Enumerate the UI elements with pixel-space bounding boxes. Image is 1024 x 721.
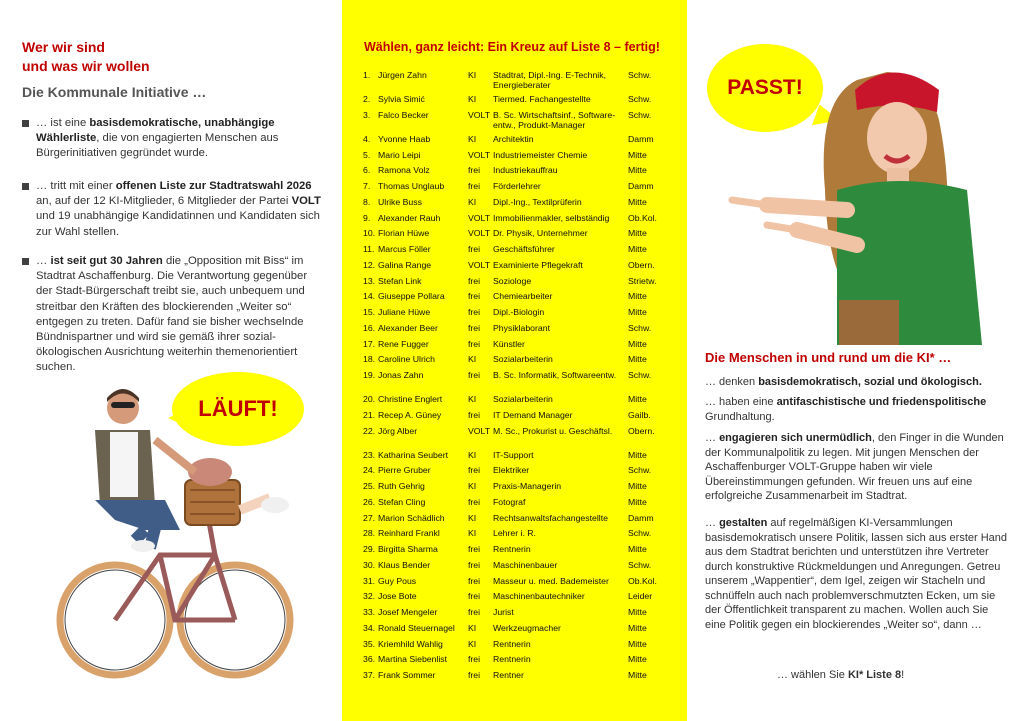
candidate-job: Sozialarbeiterin bbox=[493, 354, 553, 365]
candidate-group: frei bbox=[468, 338, 481, 349]
candidate-number: 7. bbox=[363, 181, 371, 191]
bullet-1: … ist eine basisdemokratische, unabhängige Wählerliste, die von engagierten Menschen aus Bürgerinitiativen gegründet wurde. bbox=[22, 116, 322, 162]
candidate-group: frei bbox=[468, 275, 481, 286]
candidate-district: Ob.Kol. bbox=[628, 575, 657, 586]
candidate-list-panel bbox=[342, 0, 687, 721]
candidate-number: 16. bbox=[363, 322, 376, 333]
candidate-job: Rentnerin bbox=[493, 544, 531, 554]
candidate-row bbox=[363, 165, 663, 181]
candidate-job: Geschäftsführer bbox=[493, 244, 555, 254]
candidate-number: 1. bbox=[363, 70, 371, 80]
candidate-job: Elektriker bbox=[493, 465, 530, 476]
candidate-district: Gailb. bbox=[628, 409, 651, 420]
candidate-job: Rentnerin bbox=[493, 638, 531, 649]
candidate-job: Soziologe bbox=[493, 275, 532, 286]
candidate-number: 8. bbox=[363, 196, 371, 207]
right-panel bbox=[687, 0, 1024, 721]
candidate-name: Katharina Seubert bbox=[378, 449, 449, 460]
candidate-job: Künstler bbox=[493, 338, 525, 349]
candidate-job: Praxis-Managerin bbox=[493, 481, 562, 491]
candidate-district: Damm bbox=[628, 512, 654, 523]
candidate-job: Chemiearbeiter bbox=[493, 291, 553, 302]
candidate-name: Yvonne Haab bbox=[378, 133, 431, 144]
candidate-job: Sozialarbeiterin bbox=[493, 394, 553, 404]
candidate-number: 29. bbox=[363, 544, 376, 554]
candidate-group: KI bbox=[468, 133, 477, 144]
right-title: Die Menschen in und rund um die KI* … bbox=[705, 350, 952, 365]
candidate-group: frei bbox=[468, 575, 481, 586]
para-2: … haben eine antifaschistische und friedenspolitische Grundhaltung. bbox=[705, 396, 987, 423]
candidate-row bbox=[363, 181, 663, 197]
candidate-row bbox=[363, 481, 663, 497]
candidate-group: frei bbox=[468, 496, 481, 507]
candidate-number: 27. bbox=[363, 512, 376, 523]
candidate-row bbox=[363, 339, 663, 355]
closing-line: … wählen Sie KI* Liste 8! bbox=[777, 669, 905, 681]
candidate-group: frei bbox=[468, 322, 481, 333]
candidate-district: Damm bbox=[628, 133, 654, 144]
candidate-row bbox=[363, 623, 663, 639]
candidate-name: Sylvia Simić bbox=[378, 94, 425, 104]
candidate-row bbox=[363, 450, 663, 466]
candidate-district: Schw. bbox=[628, 559, 652, 570]
candidate-name: Reinhard Frankl bbox=[378, 528, 440, 539]
candidate-district: Obern. bbox=[628, 259, 655, 270]
para-3: … engagieren sich unermüdlich, den Finger in die Wunden der Kommunalpolitik zu legen. Mit jungen Menschen der Aschaffenburger VOLT-Gruppe haben wir viele Übereinstimmungen gefunden. Wir freuen uns auf eine erfolgreiche Zusammenarbeit im Stadtrat. bbox=[705, 432, 1004, 502]
candidate-district: Mitte bbox=[628, 149, 647, 160]
candidate-group: frei bbox=[468, 291, 481, 302]
candidate-row bbox=[363, 134, 663, 150]
candidate-district: Mitte bbox=[628, 654, 647, 665]
candidate-number: 11. bbox=[363, 244, 375, 254]
candidate-group: VOLT bbox=[468, 212, 491, 223]
candidate-row bbox=[363, 394, 663, 410]
candidate-number: 9. bbox=[363, 212, 371, 223]
candidate-district: Mitte bbox=[628, 544, 647, 554]
candidate-group: KI bbox=[468, 354, 477, 365]
candidate-group: frei bbox=[468, 591, 481, 602]
candidate-district: Schw. bbox=[628, 465, 652, 476]
candidate-row bbox=[363, 654, 663, 670]
candidate-job: Rechtsanwaltsfachangestellte bbox=[493, 512, 608, 523]
candidate-name: Klaus Bender bbox=[378, 559, 431, 570]
candidate-name: Christine Englert bbox=[378, 394, 443, 404]
candidate-district: Obern. bbox=[628, 425, 655, 436]
candidate-group: frei bbox=[468, 409, 481, 420]
candidate-row bbox=[363, 497, 663, 513]
candidate-district: Mitte bbox=[628, 338, 647, 349]
candidate-name: Frank Sommer bbox=[378, 670, 436, 680]
candidate-district: Mitte bbox=[628, 496, 647, 507]
candidate-row bbox=[363, 513, 663, 529]
candidate-name: Jonas Zahn bbox=[378, 370, 424, 380]
passt-speech-bubble: PASST! bbox=[707, 44, 823, 132]
candidate-number: 32. bbox=[363, 591, 376, 602]
candidate-job: Maschinenbauer bbox=[493, 559, 558, 570]
candidate-name: Thomas Unglaub bbox=[378, 181, 445, 191]
candidate-district: Damm bbox=[628, 181, 654, 191]
candidate-name: Birgitta Sharma bbox=[378, 544, 438, 554]
candidate-group: frei bbox=[468, 370, 481, 380]
candidate-job: Tiermed. Fachangestellte bbox=[493, 94, 591, 104]
candidate-district: Mitte bbox=[628, 394, 647, 404]
candidate-name: Jose Bote bbox=[378, 591, 417, 602]
candidate-number: 5. bbox=[363, 149, 371, 160]
candidate-district: Schw. bbox=[628, 109, 652, 120]
candidate-name: Florian Hüwe bbox=[378, 228, 430, 239]
candidate-group: KI bbox=[468, 196, 477, 207]
left-panel bbox=[0, 0, 342, 721]
candidate-job: Dipl.-Ing., Textilprüferin bbox=[493, 196, 582, 207]
candidate-name: Ulrike Buss bbox=[378, 196, 422, 207]
candidate-group: frei bbox=[468, 465, 481, 476]
candidate-job: Physiklaborant bbox=[493, 322, 550, 333]
candidate-group: KI bbox=[468, 94, 477, 104]
candidate-name: Ruth Gehrig bbox=[378, 481, 425, 491]
candidate-job: Rentner bbox=[493, 670, 524, 680]
list-title: Wählen, ganz leicht: Ein Kreuz auf Liste 8 – fertig! bbox=[364, 40, 660, 54]
candidate-job: Rentnerin bbox=[493, 654, 531, 665]
candidate-name: Caroline Ulrich bbox=[378, 354, 435, 365]
candidate-job: Dipl.-Biologin bbox=[493, 307, 545, 317]
candidate-row bbox=[363, 94, 663, 110]
candidate-row bbox=[363, 213, 663, 229]
candidate-row bbox=[363, 307, 663, 323]
candidate-number: 37. bbox=[363, 670, 376, 680]
candidate-job: Immobilienmakler, selbständig bbox=[493, 212, 610, 223]
bullet-3: … ist seit gut 30 Jahren die „Opposition mit Biss“ im Stadtrat Aschaffenburg. Die Verantwortung gegenüber der Stadt-Bürgerschaft treibt sie, auch unbequem und streitbar den Kräften des blockierenden „Weiter so“ entgegen zu treten. Dafür fand sie bisher wechselnde Bündnispartner und wird sie gemäß ihrer sozial-ökologischen Ausrichtung weiterhin themenorientiert suchen. bbox=[22, 254, 322, 376]
candidate-district: Mitte bbox=[628, 244, 647, 254]
candidate-row bbox=[363, 110, 663, 134]
candidate-group: KI bbox=[468, 512, 477, 523]
candidate-row bbox=[363, 150, 663, 166]
candidate-name: Mario Leipi bbox=[378, 149, 421, 160]
candidate-number: 20. bbox=[363, 394, 376, 404]
candidate-group: KI bbox=[468, 622, 477, 633]
candidate-row bbox=[363, 70, 663, 94]
candidate-number: 13. bbox=[363, 275, 376, 286]
candidate-name: Giuseppe Pollara bbox=[378, 291, 445, 302]
candidate-name: Pierre Gruber bbox=[378, 465, 431, 476]
candidate-name: Rene Fugger bbox=[378, 338, 429, 349]
candidate-name: Recep A. Güney bbox=[378, 409, 442, 420]
candidate-row bbox=[363, 426, 663, 450]
candidate-district: Ob.Kol. bbox=[628, 212, 657, 223]
para-4: … gestalten auf regelmäßigen KI-Versammlungen basisdemokratisch unsere Politik, lassen sich aus erster Hand aus dem Stadtrat berichten und unterstützen ihre Vertreter durch konstruktive Rückmeldungen und Anregungen. Getreu unserem „Wappentier“, dem Igel, zeigen wir Stacheln und schnüffeln auch nach problemverschmutzten Ecken, um sie der Öffentlichkeit transparent zu machen. Wollen auch Sie eine Politik gegen ein blockierendes „Weiter so“, dann … bbox=[705, 517, 1008, 631]
candidate-job: B. Sc. Wirtschaftsinf., Software-entw., Produkt-Manager bbox=[493, 109, 616, 130]
candidate-job: Industriekauffrau bbox=[493, 165, 558, 176]
candidate-name: Alexander Rauh bbox=[378, 212, 441, 223]
candidate-name: Martina Siebenlist bbox=[378, 654, 448, 665]
candidate-group: frei bbox=[468, 559, 481, 570]
candidate-district: Schw. bbox=[628, 70, 652, 80]
candidate-name: Marion Schädlich bbox=[378, 512, 445, 523]
candidate-name: Guy Pous bbox=[378, 575, 417, 586]
candidate-job: Stadtrat, Dipl.-Ing. E-Technik, Energieberater bbox=[493, 70, 606, 90]
candidate-group: VOLT bbox=[468, 109, 491, 120]
candidate-number: 23. bbox=[363, 449, 376, 460]
candidate-job: IT Demand Manager bbox=[493, 409, 573, 420]
candidate-name: Jürgen Zahn bbox=[378, 70, 427, 80]
candidate-number: 14. bbox=[363, 291, 376, 302]
candidate-list bbox=[363, 70, 663, 686]
candidate-name: Ronald Steuernagel bbox=[378, 622, 455, 633]
candidate-district: Mitte bbox=[628, 354, 647, 365]
candidate-district: Mitte bbox=[628, 228, 647, 239]
candidate-row bbox=[363, 228, 663, 244]
candidate-name: Josef Mengeler bbox=[378, 607, 438, 617]
candidate-row bbox=[363, 244, 663, 260]
candidate-number: 33. bbox=[363, 607, 376, 617]
candidate-district: Mitte bbox=[628, 638, 647, 649]
candidate-group: KI bbox=[468, 70, 477, 80]
candidate-number: 31. bbox=[363, 575, 376, 586]
candidate-district: Mitte bbox=[628, 196, 647, 207]
candidate-job: Industriemeister Chemie bbox=[493, 149, 588, 160]
candidate-number: 21. bbox=[363, 409, 376, 420]
candidate-number: 17. bbox=[363, 338, 376, 349]
candidate-name: Galina Range bbox=[378, 259, 432, 270]
candidate-number: 2. bbox=[363, 94, 371, 104]
candidate-job: M. Sc., Prokurist u. Geschäftsl. bbox=[493, 425, 613, 436]
candidate-job: Architektin bbox=[493, 133, 534, 144]
candidate-row bbox=[363, 528, 663, 544]
candidate-group: frei bbox=[468, 244, 481, 254]
candidate-name: Juliane Hüwe bbox=[378, 307, 431, 317]
candidate-number: 22. bbox=[363, 425, 376, 436]
candidate-name: Jörg Alber bbox=[378, 425, 418, 436]
candidate-row bbox=[363, 465, 663, 481]
candidate-district: Mitte bbox=[628, 165, 647, 176]
bullet-square-icon bbox=[22, 258, 29, 265]
candidate-number: 19. bbox=[363, 370, 376, 380]
candidate-group: VOLT bbox=[468, 259, 491, 270]
candidate-row bbox=[363, 370, 663, 394]
candidate-group: frei bbox=[468, 307, 481, 317]
candidate-name: Stefan Cling bbox=[378, 496, 426, 507]
candidate-district: Mitte bbox=[628, 622, 647, 633]
candidate-district: Schw. bbox=[628, 322, 652, 333]
candidate-district: Mitte bbox=[628, 607, 647, 617]
candidate-job: Jurist bbox=[493, 607, 514, 617]
candidate-number: 24. bbox=[363, 465, 376, 476]
candidate-number: 25. bbox=[363, 481, 376, 491]
candidate-group: frei bbox=[468, 165, 481, 176]
candidate-number: 34. bbox=[363, 622, 376, 633]
candidate-district: Mitte bbox=[628, 449, 647, 460]
candidate-group: VOLT bbox=[468, 149, 491, 160]
candidate-job: Lehrer i. R. bbox=[493, 528, 536, 539]
candidate-row bbox=[363, 323, 663, 339]
candidate-name: Marcus Föller bbox=[378, 244, 431, 254]
candidate-group: frei bbox=[468, 607, 481, 617]
candidate-number: 28. bbox=[363, 528, 376, 539]
candidate-row bbox=[363, 354, 663, 370]
candidate-group: frei bbox=[468, 654, 481, 665]
candidate-number: 35. bbox=[363, 638, 376, 649]
left-title: Wer wir sind und was wir wollen bbox=[22, 39, 150, 74]
candidate-group: VOLT bbox=[468, 228, 491, 239]
candidate-job: Examinierte Pflegekraft bbox=[493, 259, 583, 270]
candidate-number: 15. bbox=[363, 307, 376, 317]
candidate-group: KI bbox=[468, 394, 477, 404]
candidate-row bbox=[363, 276, 663, 292]
candidate-job: Werkzeugmacher bbox=[493, 622, 561, 633]
candidate-district: Schw. bbox=[628, 94, 652, 104]
bullet-square-icon bbox=[22, 183, 29, 190]
candidate-number: 18. bbox=[363, 354, 376, 365]
candidate-job: Maschinenbautechniker bbox=[493, 591, 585, 602]
candidate-group: KI bbox=[468, 481, 477, 491]
candidate-group: KI bbox=[468, 528, 477, 539]
candidate-row bbox=[363, 560, 663, 576]
candidate-district: Mitte bbox=[628, 307, 647, 317]
candidate-district: Schw. bbox=[628, 370, 652, 380]
candidate-number: 10. bbox=[363, 228, 376, 239]
candidate-row bbox=[363, 576, 663, 592]
candidate-group: VOLT bbox=[468, 425, 491, 436]
left-subtitle: Die Kommunale Initiative … bbox=[22, 84, 207, 100]
candidate-name: Ramona Volz bbox=[378, 165, 430, 176]
bullet-2: … tritt mit einer offenen Liste zur Stadtratswahl 2026 an, auf der 12 KI-Mitglieder, 6 Mitglieder der Partei VOLT und 19 unabhängige Kandidatinnen und Kandidaten sich zur Wahl stellen. bbox=[22, 179, 322, 240]
candidate-row bbox=[363, 670, 663, 686]
candidate-job: Masseur u. med. Bademeister bbox=[493, 575, 609, 586]
candidate-district: Mitte bbox=[628, 291, 647, 302]
cyclist-illustration bbox=[55, 380, 295, 710]
candidate-job: Fotograf bbox=[493, 496, 526, 507]
candidate-number: 12. bbox=[363, 259, 376, 270]
candidate-job: Dr. Physik, Unternehmer bbox=[493, 228, 588, 239]
candidate-group: frei bbox=[468, 544, 481, 554]
candidate-row bbox=[363, 591, 663, 607]
candidate-job: B. Sc. Informatik, Softwareentw. bbox=[493, 370, 617, 380]
candidate-row bbox=[363, 410, 663, 426]
candidate-district: Mitte bbox=[628, 481, 647, 491]
candidate-number: 30. bbox=[363, 559, 376, 570]
candidate-number: 26. bbox=[363, 496, 376, 507]
candidate-district: Schw. bbox=[628, 528, 652, 539]
candidate-district: Strietw. bbox=[628, 275, 657, 286]
candidate-row bbox=[363, 639, 663, 655]
candidate-group: KI bbox=[468, 638, 477, 649]
candidate-row bbox=[363, 260, 663, 276]
candidate-group: KI bbox=[468, 449, 477, 460]
candidate-row bbox=[363, 291, 663, 307]
candidate-name: Alexander Beer bbox=[378, 322, 438, 333]
candidate-group: frei bbox=[468, 181, 481, 191]
candidate-number: 4. bbox=[363, 133, 371, 144]
candidate-district: Mitte bbox=[628, 670, 647, 680]
candidate-name: Stefan Link bbox=[378, 275, 422, 286]
candidate-number: 6. bbox=[363, 165, 371, 176]
candidate-name: Falco Becker bbox=[378, 109, 429, 120]
candidate-row bbox=[363, 607, 663, 623]
woman-illustration bbox=[707, 60, 1007, 345]
candidate-district: Leider bbox=[628, 591, 653, 602]
candidate-job: IT-Support bbox=[493, 449, 534, 460]
bullet-square-icon bbox=[22, 120, 29, 127]
candidate-row bbox=[363, 544, 663, 560]
laeuft-speech-bubble: LÄUFT! bbox=[172, 372, 304, 446]
candidate-number: 3. bbox=[363, 109, 371, 120]
candidate-job: Förderlehrer bbox=[493, 181, 541, 191]
para-1: … denken basisdemokratisch, sozial und ökologisch. bbox=[705, 376, 982, 388]
candidate-row bbox=[363, 197, 663, 213]
candidate-group: frei bbox=[468, 670, 481, 680]
candidate-name: Kriemhild Wahlig bbox=[378, 638, 443, 649]
candidate-number: 36. bbox=[363, 654, 376, 665]
